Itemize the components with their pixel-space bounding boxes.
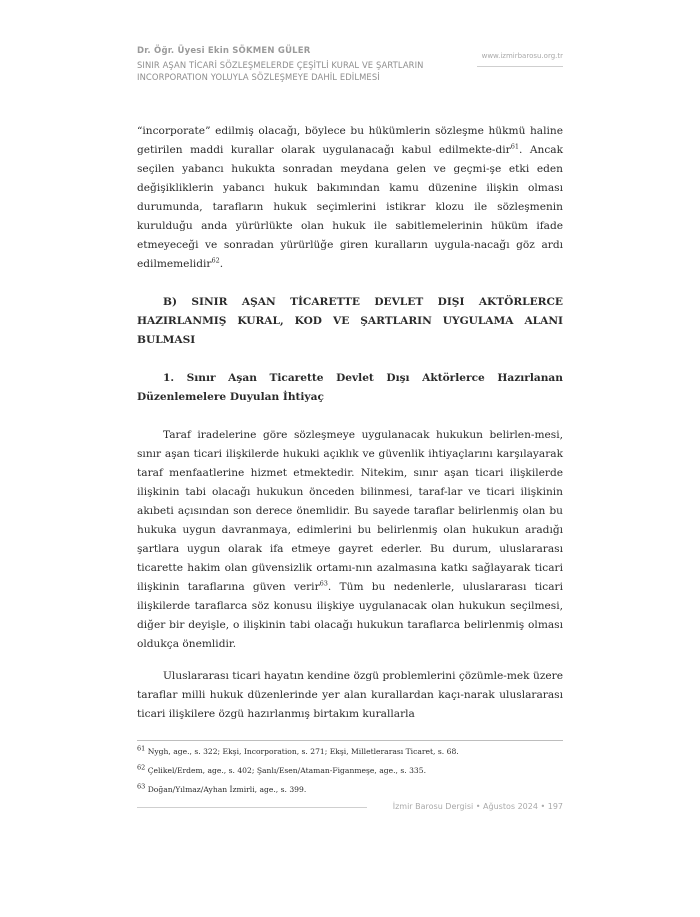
footer-divider xyxy=(137,807,367,808)
footnote-divider xyxy=(137,740,563,741)
header-article-title: SINIR AŞAN TİCARİ SÖZLEŞMELERDE ÇEŞİTLİ KURAL VE ŞARTLARIN INCORPORATION YOLUYLA SÖZLEŞMEYE DAHİL EDİLMESİ xyxy=(137,60,424,82)
footnote-63: $^{63}$ Doğan/Yılmaz/Ayhan İzmirli, age., s. 399. xyxy=(137,782,307,794)
paragraph-2: Taraf iradelerine göre sözleşmeye uygulanacak hukukun belirlen-mesi, sınır aşan ticari ilişkilerde hukuki açıklık ve güvenlik ihtiyaçlarını karşılayarak taraf menfaatlerine hizmet etmektedir. Nitekim, sınır aşan ticari ilişkilerde ilişkinin tabi olacağı hukukun önceden bilinmesi, taraf-lar ve ticari ilişkinin akıbeti açısından son derece önemlidir. Bu sayede taraflar belirlenmiş olan bu hukuka uygun davranmaya, edimlerini bu belirlenmiş olan hukukun aradığı şartlara uygun olarak ifa etmeye gayret ederler. Bu durum, uluslararası ticarette hakim olan güvensizlik ortamı-nın azalmasına katkı sağlayarak ticari ilişkinin taraflarına güven verir$^{63}$. Tüm bu nedenlerle, uluslararası ticari ilişkilerde taraflarca söz konusu ilişkiye uygulanacak olan hukukun seçilmesi, diğer bir deyişle, o ilişkinin tabi olacağı hukukun taraflarca belirlenmiş olması oldukça önemlidir. xyxy=(137,429,563,650)
footnote-62: $^{62}$ Çelikel/Erdem, age., s. 402; Şanlı/Esen/Ataman-Figanmeşe, age., s. 335. xyxy=(137,763,426,775)
header-divider xyxy=(477,66,563,67)
paragraph-1: “incorporate” edilmiş olacağı, böylece bu hükümlerin sözleşme hükmü haline getirilen maddi kurallar olarak uygulanacağı kabul edilmekte-dir$^{61}$. Ancak seçilen yabancı hukukta sonradan meydana gelen ve geçmi-şe etki eden değişikliklerin yabancı hukuk bakımından kamu düzenine ilişkin olması durumunda, tarafların hukuk seçimlerini istikrar klozu ile sözleşmenin kurulduğu anda yürürlükte olan hukuk ile sabitlemelerinin hüküm ifade etmeyeceği ve sonradan yürürlüğe giren kuralların uygula-nacağı göz ardı edilmemelidir$^{62}$. xyxy=(137,125,563,270)
header-website: www.izmirbarosu.org.tr xyxy=(481,52,563,60)
footer-journal-info: İzmir Barosu Dergisi • Ağustos 2024 • 197 xyxy=(392,802,563,811)
footnote-61: $^{61}$ Nygh, age., s. 322; Ekşi, Incorporation, s. 271; Ekşi, Milletlerarası Ticaret, s. 68. xyxy=(137,744,459,756)
subsection-heading-1: 1. Sınır Aşan Ticarette Devlet Dışı Aktörlerce Hazırlanan Düzenlemelere Duyulan İhtiyaç xyxy=(137,372,563,403)
footnote-ref-62: 62 xyxy=(211,256,220,265)
header-author: Dr. Öğr. Üyesi Ekin SÖKMEN GÜLER xyxy=(137,46,311,56)
section-heading-b: B) SINIR AŞAN TİCARETTE DEVLET DIŞI AKTÖRLERCE HAZIRLANMIŞ KURAL, KOD VE ŞARTLARIN UYGULAMA ALANI BULMASI xyxy=(137,296,563,346)
footnote-ref-63: 63 xyxy=(319,579,328,588)
paragraph-3: Uluslararası ticari hayatın kendine özgü problemlerini çözümle-mek üzere taraflar milli hukuk düzenlerinde yer alan kurallardan kaçı-narak uluslararası ticari ilişkilere özgü hazırlanmış birtakım kurallarla xyxy=(137,670,563,720)
footnote-ref-61: 61 xyxy=(510,142,520,151)
